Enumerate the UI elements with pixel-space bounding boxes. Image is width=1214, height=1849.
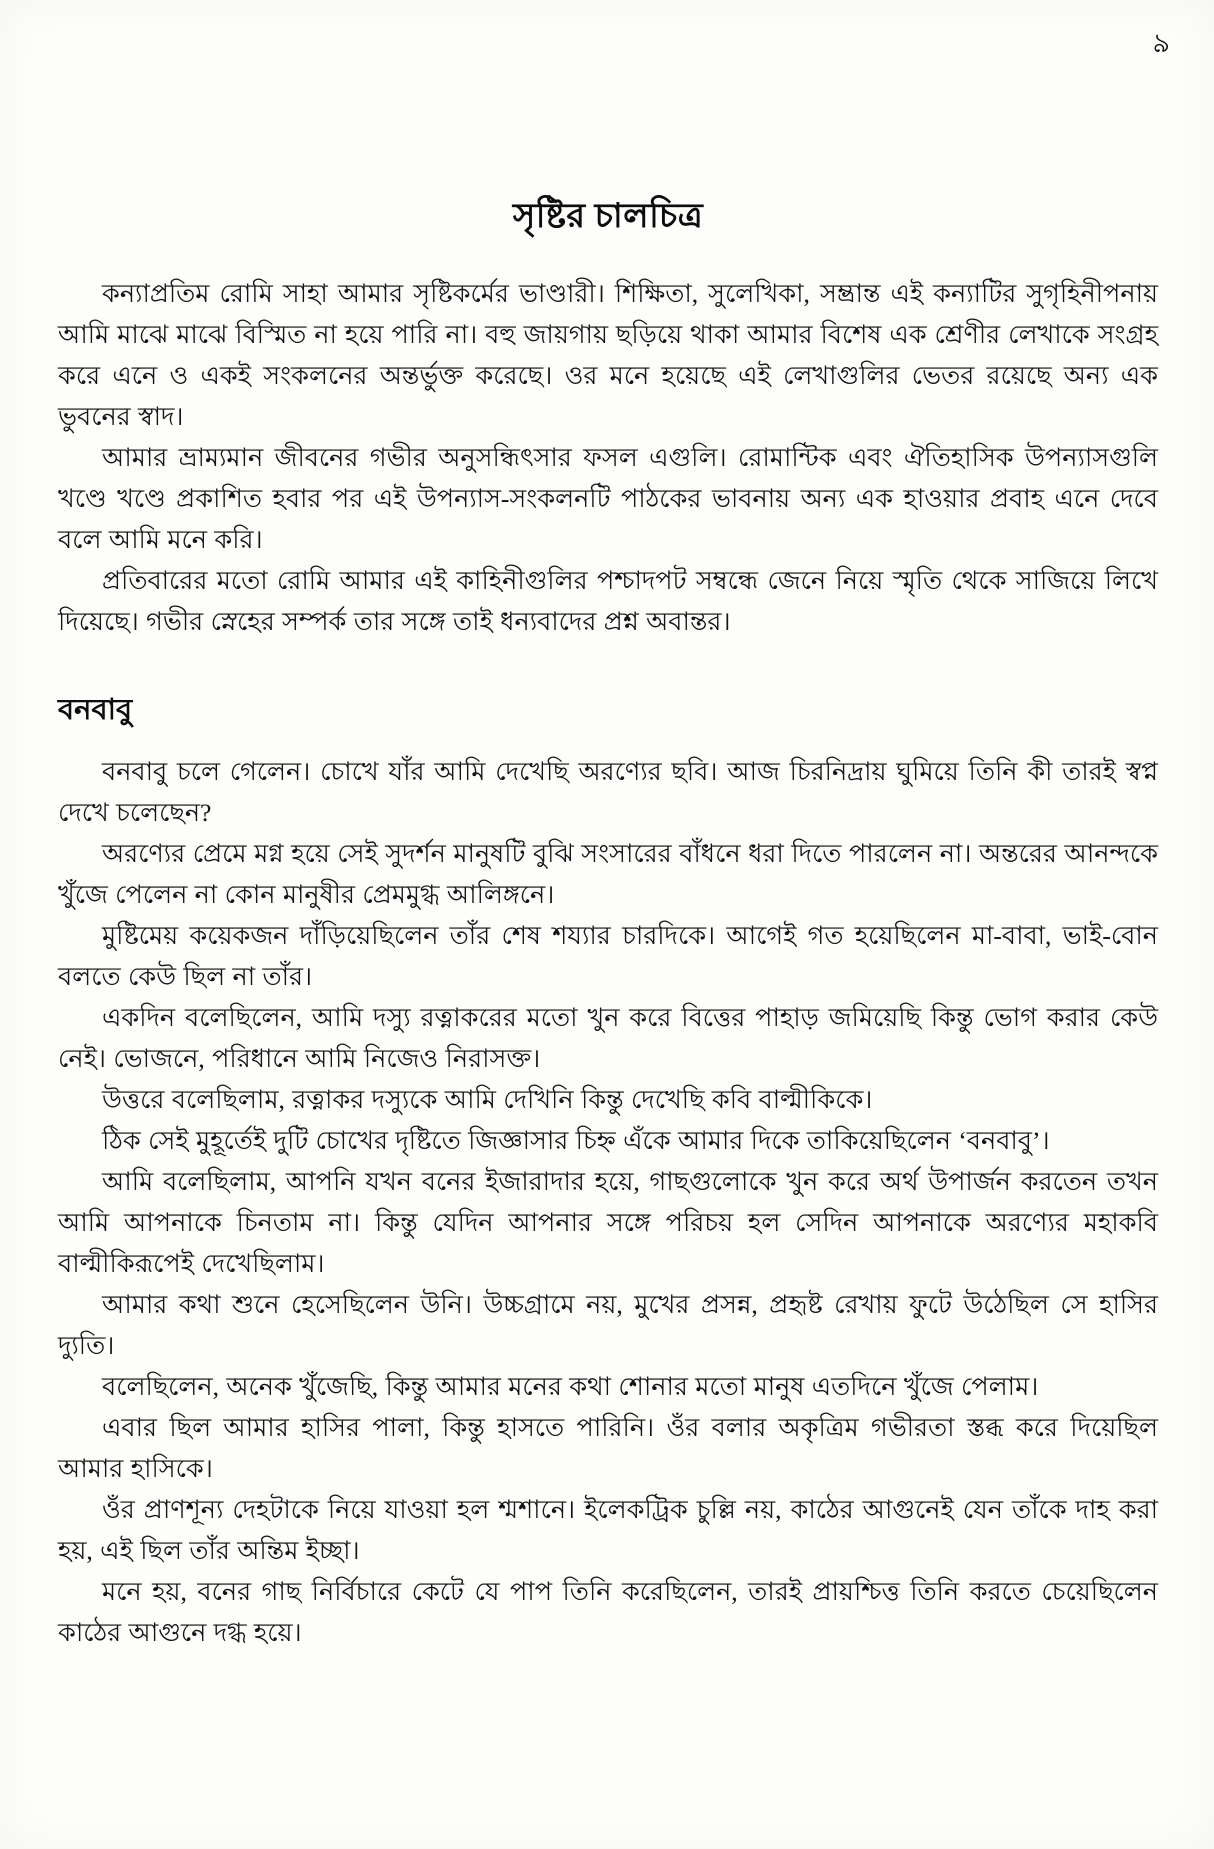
section-heading: বনবাবু [58, 693, 133, 726]
page-content [58, 196, 1158, 1653]
paragraph: আমার ভ্রাম্যমান জীবনের গভীর অনুসন্ধিৎসার ফসল এগুলি। রোমান্টিক এবং ঐতিহাসিক উপন্যাসগুলি খণ্ডে খণ্ডে প্রকাশিত হবার পর এই উপন্যাস-সংকলনটি পাঠকের ভাবনায় অন্য এক হাওয়ার প্রবাহ এনে দেবে বলে আমি মনে করি। [58, 442, 1158, 554]
paragraph: প্রতিবারের মতো রোমি আমার এই কাহিনীগুলির পশ্চাদপট সম্বন্ধে জেনে নিয়ে স্মৃতি থেকে সাজিয়ে লিখে দিয়েছে। গভীর স্নেহের সম্পর্ক তার সঙ্গে তাই ধন্যবাদের প্রশ্ন অবান্তর। [58, 565, 1158, 636]
paragraph: বলেছিলেন, অনেক খুঁজেছি, কিন্তু আমার মনের কথা শোনার মতো মানুষ এতদিনে খুঁজে পেলাম। [102, 1372, 1039, 1402]
page-title: সৃষ্টির চালচিত্র [512, 198, 704, 235]
page-number: ৯ [1152, 28, 1170, 58]
paragraph: মনে হয়, বনের গাছ নির্বিচারে কেটে যে পাপ তিনি করেছিলেন, তারই প্রায়শ্চিত্ত তিনি করতে চেয়েছিলেন কাঠের আগুনে দগ্ধ হয়ে। [58, 1577, 1158, 1648]
paragraph: আমার কথা শুনে হেসেছিলেন উনি। উচ্চগ্রামে নয়, মুখের প্রসন্ন, প্রহৃষ্ট রেখায় ফুটে উঠেছিল সে হাসির দ্যুতি। [58, 1290, 1158, 1361]
section-body [58, 751, 1158, 1653]
paragraph: এবার ছিল আমার হাসির পালা, কিন্তু হাসতে পারিনি। ওঁর বলার অকৃত্রিম গভীরতা স্তব্ধ করে দিয়েছিল আমার হাসিকে। [58, 1413, 1158, 1484]
paragraph: অরণ্যের প্রেমে মগ্ন হয়ে সেই সুদর্শন মানুষটি বুঝি সংসারের বাঁধনে ধরা দিতে পারলেন না। অন্তরের আনন্দকে খুঁজে পেলেন না কোন মানুষীর প্রেমমুগ্ধ আলিঙ্গনে। [58, 839, 1158, 910]
paragraph: একদিন বলেছিলেন, আমি দস্যু রত্নাকরের মতো খুন করে বিত্তের পাহাড় জমিয়েছি কিন্তু ভোগ করার কেউ নেই। ভোজনে, পরিধানে আমি নিজেও নিরাসক্ত। [58, 1003, 1158, 1074]
paragraph: মুষ্টিমেয় কয়েকজন দাঁড়িয়েছিলেন তাঁর শেষ শয্যার চারদিকে। আগেই গত হয়েছিলেন মা-বাবা, ভাই-বোন বলতে কেউ ছিল না তাঁর। [58, 921, 1158, 992]
paragraph: আমি বলেছিলাম, আপনি যখন বনের ইজারাদার হয়ে, গাছগুলোকে খুন করে অর্থ উপার্জন করতেন তখন আমি আপনাকে চিনতাম না। কিন্তু যেদিন আপনার সঙ্গে পরিচয় হল সেদিন আপনাকে অরণ্যের মহাকবি বাল্মীকিরূপেই দেখেছিলাম। [58, 1167, 1158, 1279]
paragraph: কন্যাপ্রতিম রোমি সাহা আমার সৃষ্টিকর্মের ভাণ্ডারী। শিক্ষিতা, সুলেখিকা, সম্ভ্রান্ত এই কন্যাটির সুগৃহিনীপনায় আমি মাঝে মাঝে বিস্মিত না হয়ে পারি না। বহু জায়গায় ছড়িয়ে থাকা আমার বিশেষ এক শ্রেণীর লেখাকে সংগ্রহ করে এনে ও একই সংকলনের অন্তর্ভুক্ত করেছে। ওর মনে হয়েছে এই লেখাগুলির ভেতর রয়েছে অন্য এক ভুবনের স্বাদ। [58, 278, 1158, 431]
paragraph: ওঁর প্রাণশূন্য দেহটাকে নিয়ে যাওয়া হল শ্মশানে। ইলেকট্রিক চুল্লি নয়, কাঠের আগুনেই যেন তাঁকে দাহ করা হয়, এই ছিল তাঁর অন্তিম ইচ্ছা। [58, 1495, 1158, 1566]
paragraph: ঠিক সেই মুহূর্তেই দুটি চোখের দৃষ্টিতে জিজ্ঞাসার চিহ্ন এঁকে আমার দিকে তাকিয়েছিলেন ‘বনবাবু’। [102, 1126, 1050, 1156]
paragraph: উত্তরে বলেছিলাম, রত্নাকর দস্যুকে আমি দেখিনি কিন্তু দেখেছি কবি বাল্মীকিকে। [102, 1085, 873, 1115]
preface-section [58, 273, 1158, 642]
paragraph: বনবাবু চলে গেলেন। চোখে যাঁর আমি দেখেছি অরণ্যের ছবি। আজ চিরনিদ্রায় ঘুমিয়ে তিনি কী তারই স্বপ্ন দেখে চলেছেন? [58, 757, 1158, 828]
